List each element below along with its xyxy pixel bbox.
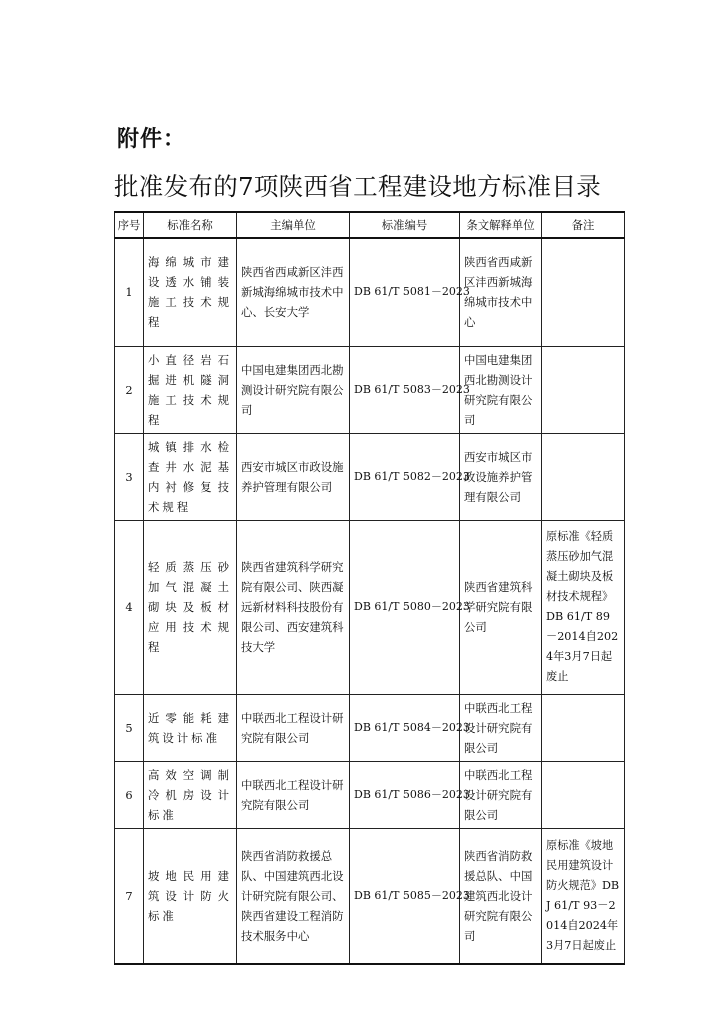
cell-note	[542, 694, 625, 761]
cell-note	[542, 346, 625, 433]
cell-no: 3	[115, 433, 144, 520]
cell-code: DB 61/T 5085－2023	[350, 828, 460, 964]
cell-unit: 西安市城区市政设施养护管理有限公司	[460, 433, 542, 520]
cell-code: DB 61/T 5080－2023	[350, 520, 460, 694]
cell-unit: 中国电建集团西北勘测设计研究院有限公司	[460, 346, 542, 433]
cell-unit: 中联西北工程设计研究院有限公司	[460, 761, 542, 828]
cell-no: 1	[115, 238, 144, 346]
cell-code: DB 61/T 5084－2023	[350, 694, 460, 761]
cell-unit: 中联西北工程设计研究院有限公司	[460, 694, 542, 761]
cell-org: 陕西省建筑科学研究院有限公司、陕西凝远新材料科技股份有限公司、西安建筑科技大学	[237, 520, 350, 694]
cell-org: 中联西北工程设计研究院有限公司	[237, 761, 350, 828]
header-no: 序号	[115, 212, 144, 238]
header-code: 标准编号	[350, 212, 460, 238]
attachment-label: 附件：	[117, 127, 187, 152]
table-row	[115, 238, 625, 346]
cell-code: DB 61/T 5086－2023	[350, 761, 460, 828]
cell-code: DB 61/T 5082－2023	[350, 433, 460, 520]
cell-name: 坡地民用建筑设计防火标准	[144, 828, 237, 964]
cell-unit: 陕西省建筑科学研究院有限公司	[460, 520, 542, 694]
cell-code: DB 61/T 5083－2023	[350, 346, 460, 433]
cell-unit: 陕西省西咸新区沣西新城海绵城市技术中心	[460, 238, 542, 346]
cell-no: 6	[115, 761, 144, 828]
cell-org: 中国电建集团西北勘测设计研究院有限公司	[237, 346, 350, 433]
cell-name: 小直径岩石掘进机隧洞施工技术规程	[144, 346, 237, 433]
cell-no: 4	[115, 520, 144, 694]
cell-name: 海绵城市建设透水铺装施工技术规程	[144, 238, 237, 346]
header-note: 备注	[542, 212, 625, 238]
table-row	[115, 520, 625, 694]
document-title: 批准发布的7项陕西省工程建设地方标准目录	[114, 172, 602, 201]
cell-org: 中联西北工程设计研究院有限公司	[237, 694, 350, 761]
cell-org: 西安市城区市政设施养护管理有限公司	[237, 433, 350, 520]
cell-no: 5	[115, 694, 144, 761]
cell-no: 2	[115, 346, 144, 433]
table-row	[115, 828, 625, 964]
cell-name: 城镇排水检查井水泥基内衬修复技术规程	[144, 433, 237, 520]
cell-note	[542, 761, 625, 828]
cell-name: 轻质蒸压砂加气混凝土砌块及板材应用技术规程	[144, 520, 237, 694]
header-org: 主编单位	[237, 212, 350, 238]
cell-note	[542, 433, 625, 520]
cell-name: 近零能耗建筑设计标准	[144, 694, 237, 761]
cell-code: DB 61/T 5081－2023	[350, 238, 460, 346]
table-row	[115, 346, 625, 433]
header-unit: 条文解释单位	[460, 212, 542, 238]
table-row	[115, 761, 625, 828]
cell-unit: 陕西省消防救援总队、中国建筑西北设计研究院有限公司	[460, 828, 542, 964]
cell-note: 原标准《轻质蒸压砂加气混凝土砌块及板材技术规程》DB 61/T 89－2014自2024年3月7日起废止	[542, 520, 625, 694]
cell-org: 陕西省消防救援总队、中国建筑西北设计研究院有限公司、陕西省建设工程消防技术服务中心	[237, 828, 350, 964]
cell-note	[542, 238, 625, 346]
cell-note: 原标准《坡地民用建筑设计防火规范》DBJ 61/T 93－2014自2024年3月7日起废止	[542, 828, 625, 964]
table-row	[115, 433, 625, 520]
table-row	[115, 694, 625, 761]
header-name: 标准名称	[144, 212, 237, 238]
cell-no: 7	[115, 828, 144, 964]
cell-org: 陕西省西咸新区沣西新城海绵城市技术中心、长安大学	[237, 238, 350, 346]
table-header-row	[115, 212, 625, 238]
standards-table	[114, 211, 625, 965]
cell-name: 高效空调制冷机房设计标准	[144, 761, 237, 828]
